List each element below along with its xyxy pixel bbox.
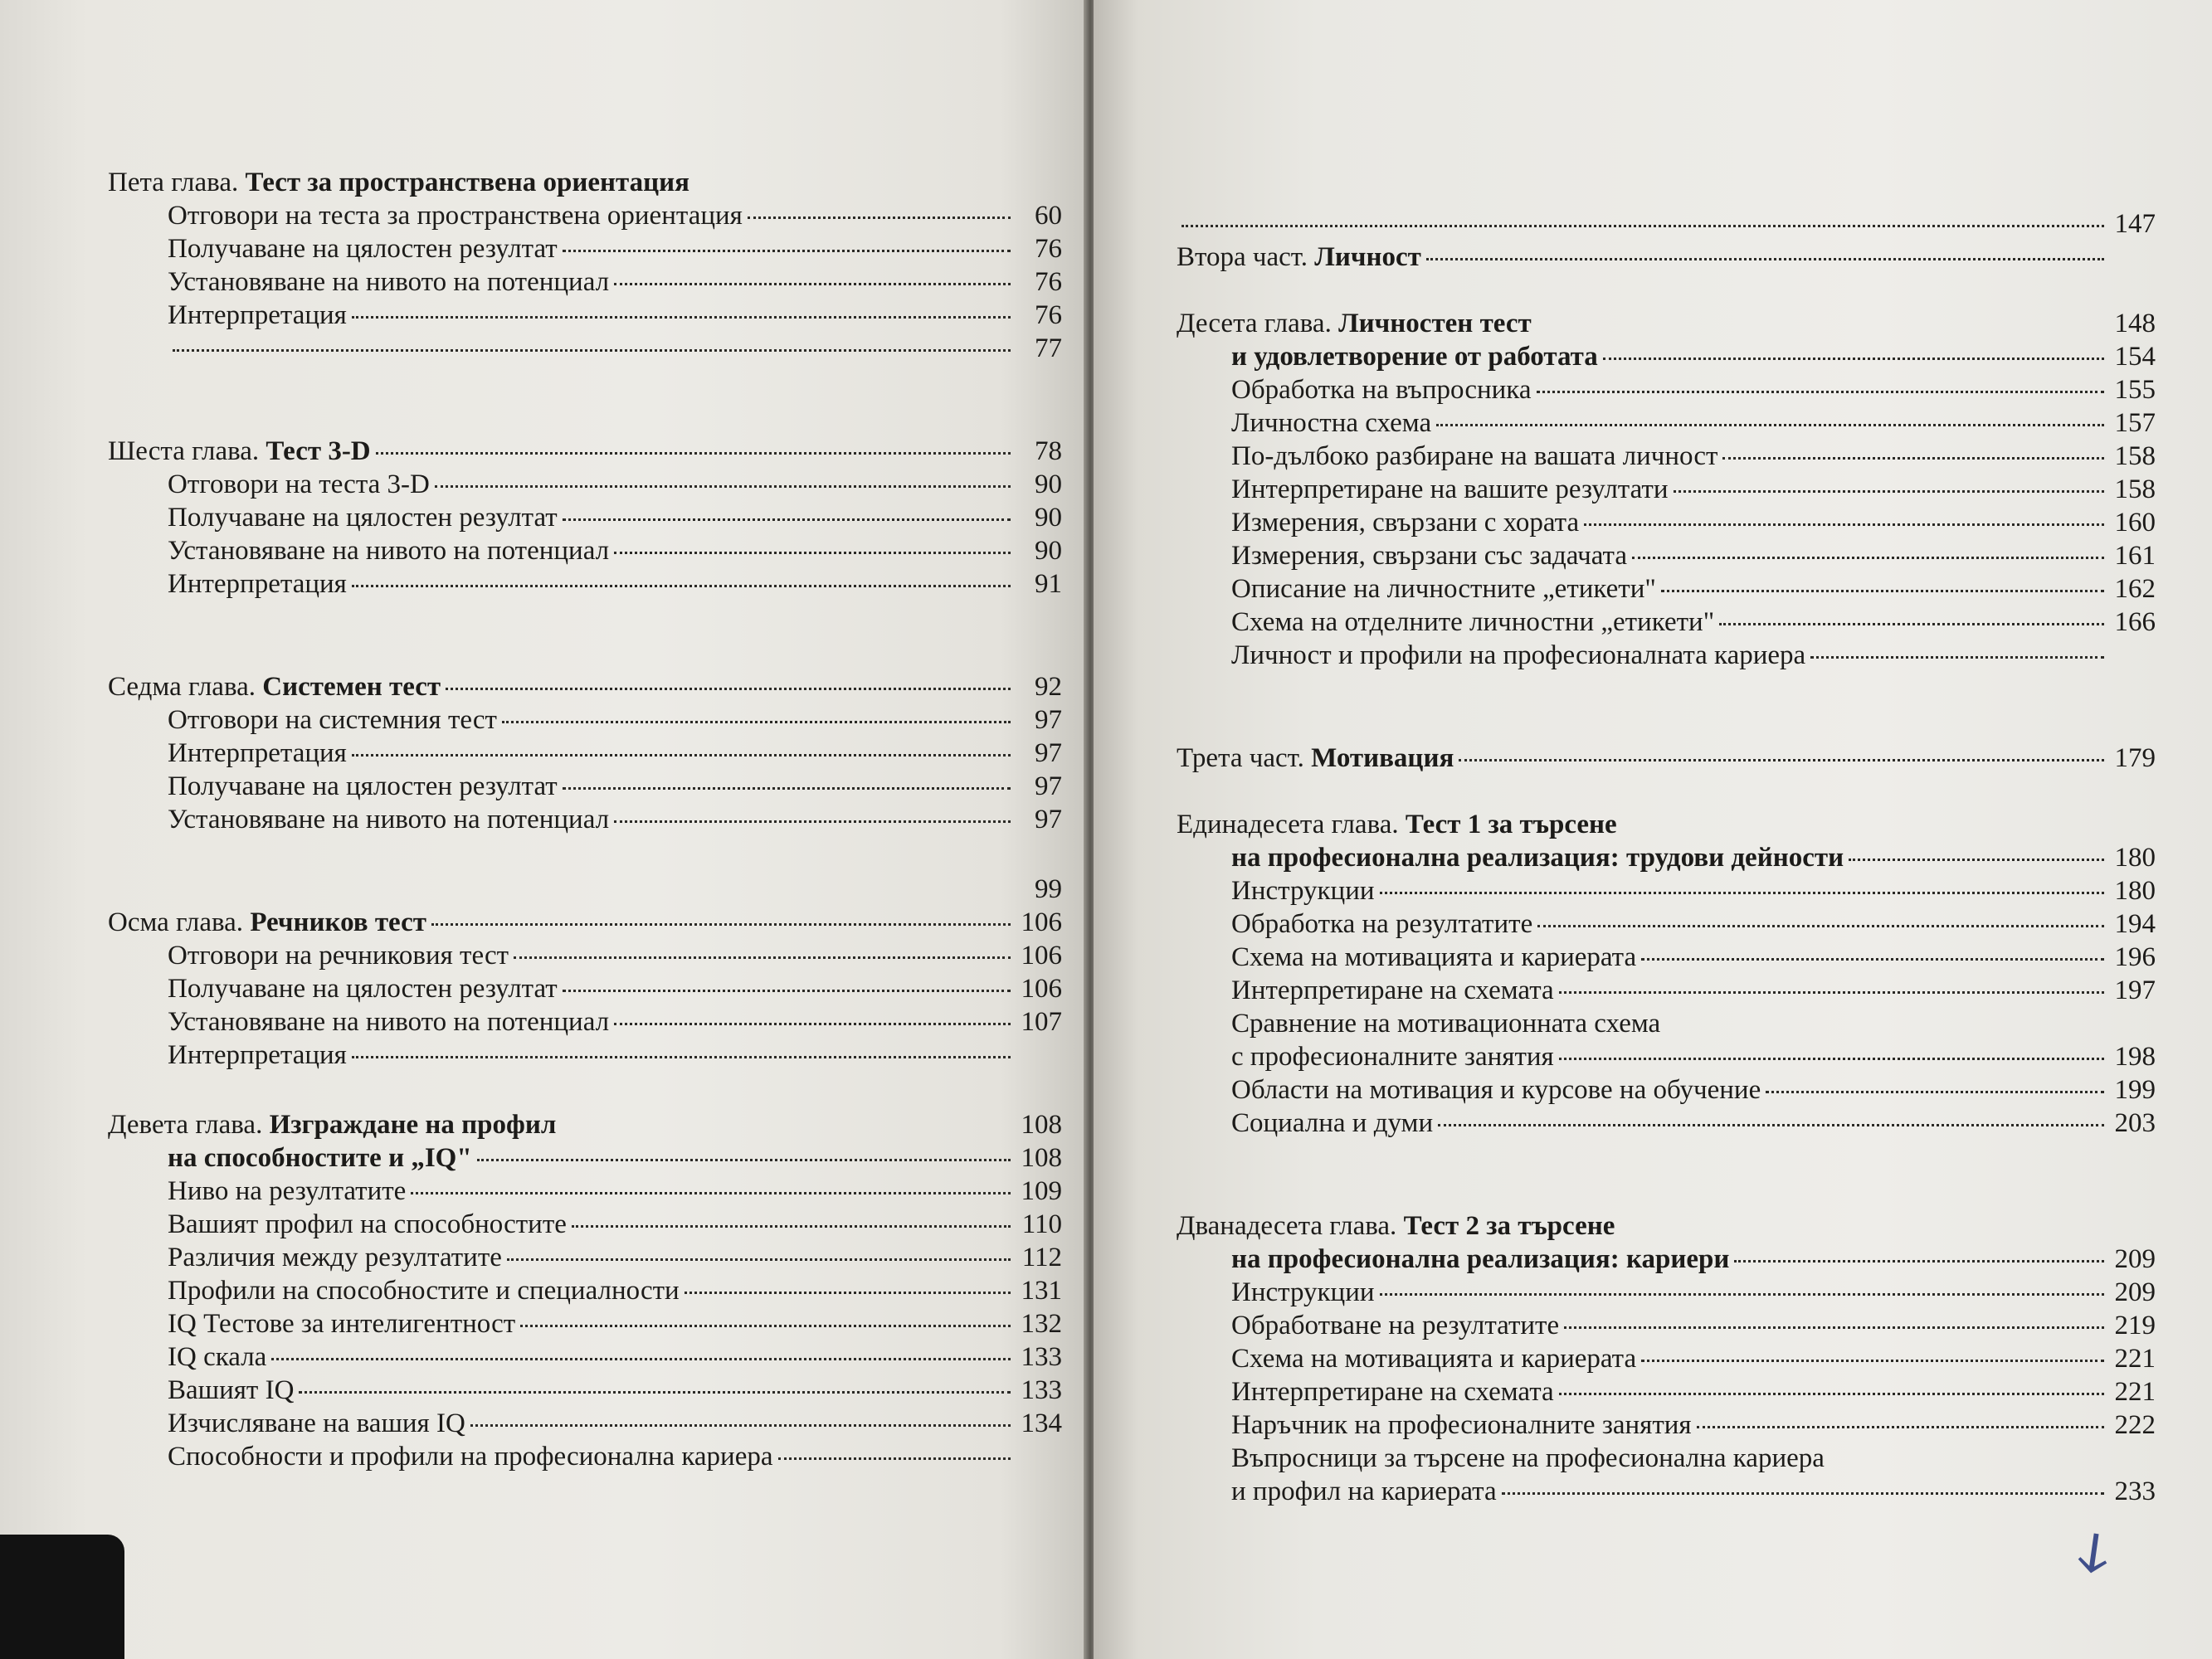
dot-leader [1537,925,2104,927]
dot-leader [563,990,1011,992]
toc-entry [108,939,1062,972]
toc-entry [108,1208,1062,1241]
dot-leader [614,552,1011,554]
toc-entry-text: Обработване на резултатите [1231,1311,1560,1340]
dot-leader [411,1192,1011,1194]
chapter-title: на професионална реализация: трудови дейности [1231,843,1844,873]
page-number: 199 [2114,1075,2156,1105]
chapter-10 [1177,307,2156,672]
toc-entry-text: Схема на мотивацията и кариерата [1231,1344,1637,1374]
dot-leader [1380,1293,2104,1296]
dot-leader [1674,490,2104,493]
toc-entry [1177,1007,2156,1040]
page-number: 194 [2114,909,2156,939]
toc-entry [108,703,1062,737]
chapter-label: Пета глава. [108,168,239,197]
dot-leader [614,820,1011,823]
page-number: 158 [2114,441,2156,471]
toc-entry [108,501,1062,534]
page-number: 157 [2114,408,2156,438]
toc-entry-text: Схема на отделните личностни „етикети" [1231,607,1715,637]
dot-leader [1564,1326,2104,1329]
toc-entry [1177,473,2156,506]
page-number: 90 [1035,469,1062,499]
dot-leader [1426,258,2104,260]
toc-entry [1177,1073,2156,1107]
left-toc [108,166,1062,1510]
chapter-label: Седма глава. [108,672,256,702]
toc-entry [108,770,1062,803]
toc-entry-text: Въпросници за търсене на професионална кариера [1231,1443,1825,1473]
toc-entry-text: Вашият профил на способностите [168,1209,567,1239]
toc-entry-text: Наръчник на професионалните занятия [1231,1410,1692,1440]
toc-entry-text: Социална и думи [1231,1108,1434,1138]
page-number: 180 [2114,843,2156,873]
toc-entry [1177,506,2156,539]
chapter-title: Тест 1 за търсене [1405,810,1617,839]
page-number: 160 [2114,508,2156,538]
dot-leader [563,250,1011,252]
chapter-title: Тест 2 за търсене [1403,1211,1615,1241]
dot-leader [572,1225,1011,1228]
dot-leader [477,1159,1011,1161]
chapter-8-heading [108,906,1062,939]
toc-entry [108,1039,1062,1072]
dot-leader [1436,424,2104,426]
toc-entry-text: Получаване на цялостен резултат [168,974,558,1004]
toc-entry [108,1241,1062,1274]
page-number: 97 [1035,738,1062,768]
dot-leader [376,452,1011,455]
chapter-7 [108,670,1062,836]
toc-entry [1177,1276,2156,1309]
toc-entry-text: Получаване на цялостен резултат [168,503,558,533]
dot-leader [299,1391,1011,1394]
dot-leader [614,1023,1011,1025]
toc-entry-text: Интерпретация [168,738,347,768]
page-number: 107 [1021,1007,1062,1037]
toc-entry-text: с професионалните занятия [1231,1042,1554,1072]
toc-entry [108,299,1062,332]
pen-mark: ↆ [2073,1515,2114,1588]
dot-leader [1810,656,2104,659]
toc-entry [1177,874,2156,907]
page-number: 76 [1035,234,1062,264]
toc-entry-text: Вашият IQ [168,1375,295,1405]
toc-entry-text: Интерпретиране на схемата [1231,1377,1554,1407]
chapter-7-heading [108,670,1062,703]
page-number: 221 [2114,1344,2156,1374]
page-number: 219 [2114,1311,2156,1340]
page-number: 110 [1021,1209,1062,1239]
dot-leader [1559,991,2104,994]
toc-entry-text: Инструкции [1231,1277,1375,1307]
dot-leader [614,283,1011,285]
toc-entry-text: Установяване на нивото на потенциал [168,267,610,297]
toc-entry [108,199,1062,232]
page-number: 197 [2114,975,2156,1005]
dot-leader [1459,759,2104,761]
toc-entry [108,803,1062,836]
page-number: 209 [2114,1277,2156,1307]
page-number: 155 [2114,375,2156,405]
dot-leader [1697,1426,2104,1428]
page-number: 78 [1035,436,1062,466]
page-number: 106 [1021,907,1062,937]
toc-entry-text: Измерения, свързани с хората [1231,508,1580,538]
toc-entry [108,534,1062,567]
chapter-5 [108,166,1062,365]
toc-entry [1177,639,2156,672]
chapter-title: Речников тест [250,907,426,937]
page-number: 158 [2114,474,2156,504]
page-number: 133 [1021,1342,1062,1372]
page-number: 179 [2114,743,2156,773]
chapter-10-heading [1177,307,2156,340]
page-number: 106 [1021,941,1062,971]
page-number: 108 [1021,1110,1062,1140]
page-number: 108 [1021,1143,1062,1173]
toc-entry [108,1374,1062,1407]
page-number: 112 [1021,1243,1062,1272]
chapter-title: Изграждане на профил [269,1110,557,1140]
dot-leader [446,688,1011,690]
chapter-8 [108,873,1062,1072]
chapter-9 [108,1108,1062,1473]
dot-leader [173,349,1011,352]
chapter-label: Осма глава. [108,907,244,937]
chapter-11-heading [1177,808,2156,841]
dot-leader [435,485,1011,488]
toc-entry [108,1340,1062,1374]
toc-entry [108,1440,1062,1473]
page-number: 196 [2114,942,2156,972]
toc-entry-text: Отговори на системния тест [168,705,497,735]
dot-leader [1380,892,2104,894]
toc-entry [108,232,1062,265]
toc-entry-text: Области на мотивация и курсове на обучение [1231,1075,1761,1105]
dot-leader [271,1358,1011,1360]
dot-leader [1502,1492,2104,1495]
toc-entry-text: Инструкции [1231,876,1375,906]
dot-leader [1438,1124,2104,1126]
page-number: 133 [1021,1375,1062,1405]
chapter-6-heading [108,435,1062,468]
page-number: 109 [1021,1176,1062,1206]
toc-entry-text: Сравнение на мотивационната схема [1231,1009,1661,1039]
page-number: 154 [2114,342,2156,372]
dot-leader [1722,457,2104,460]
chapter-title: на професионална реализация: кариери [1231,1244,1730,1274]
toc-entry [1177,1107,2156,1140]
chapter-title-continuation [1177,841,2156,874]
toc-entry [1177,539,2156,572]
page-number: 97 [1035,705,1062,735]
dot-leader [1632,557,2104,559]
dot-leader [685,1292,1011,1294]
dot-leader [1766,1091,2104,1093]
toc-entry [108,265,1062,299]
toc-entry-text: Измерения, свързани със задачата [1231,541,1627,571]
toc-entry-text: Отговори на теста за пространствена ориентация [168,201,743,231]
toc-entry [108,567,1062,601]
page-number: 131 [1021,1276,1062,1306]
chapter-title-continuation [108,1141,1062,1175]
dot-leader [1584,523,2104,526]
dot-leader [1559,1058,2104,1060]
toc-entry-text: Установяване на нивото на потенциал [168,536,610,566]
page-number: 97 [1035,771,1062,801]
dot-leader [514,956,1011,959]
dot-leader [520,1325,1011,1327]
toc-entry-text: Установяване на нивото на потенциал [168,1007,610,1037]
dot-leader [1641,958,2104,961]
dot-leader [1182,225,2104,227]
dot-leader [748,216,1011,219]
page-number: 166 [2114,607,2156,637]
toc-entry-text: Интерпретация [168,1040,347,1070]
chapter-title: Тест 3-D [266,436,371,466]
chapter-12-heading [1177,1209,2156,1243]
toc-entry [108,737,1062,770]
toc-entry [1177,1442,2156,1475]
part-title: Личност [1314,242,1421,272]
toc-entry [1177,1040,2156,1073]
page-number: 132 [1021,1309,1062,1339]
toc-entry-text: и профил на кариерата [1231,1477,1497,1506]
toc-entry-text: Получаване на цялостен резултат [168,771,558,801]
part-2-heading [1177,241,2156,274]
toc-entry [1177,1342,2156,1375]
page-number: 198 [2114,1042,2156,1072]
page-number: 180 [2114,876,2156,906]
dot-leader [502,721,1011,723]
chapter-title: и удовлетворение от работата [1231,342,1598,372]
toc-entry [1177,606,2156,639]
dot-leader [563,787,1011,790]
toc-entry [1177,207,2156,241]
toc-entry [108,972,1062,1005]
dot-leader [1537,391,2105,393]
chapter-label: Девета глава. [108,1110,263,1140]
toc-entry-text: Отговори на речниковия тест [168,941,509,971]
page-number: 148 [2114,309,2156,338]
toc-entry-text: Личност и профили на професионалната кариера [1231,640,1806,670]
chapter-6 [108,435,1062,601]
toc-entry-text: Установяване на нивото на потенциал [168,805,610,834]
toc-entry-text: Отговори на теста 3-D [168,469,430,499]
toc-entry-text: Интерпретиране на схемата [1231,975,1554,1005]
dot-leader [1849,859,2104,861]
page-number: 77 [1035,333,1062,363]
toc-entry-text: Профили на способностите и специалности [168,1276,680,1306]
toc-entry [1177,1309,2156,1342]
dot-leader [352,1056,1011,1058]
page-number: 97 [1035,805,1062,834]
toc-entry [108,1274,1062,1307]
toc-entry-text: Схема на мотивацията и кариерата [1231,942,1637,972]
page-number: 60 [1035,201,1062,231]
dot-leader [1719,623,2104,625]
page-number: 90 [1035,536,1062,566]
dot-leader [778,1457,1011,1460]
toc-entry [108,1005,1062,1039]
toc-entry [108,332,1062,365]
chapter-label: Шеста глава. [108,436,260,466]
toc-entry-text: Различия между резултатите [168,1243,502,1272]
toc-entry [1177,440,2156,473]
dot-leader [563,518,1011,521]
page-number: 221 [2114,1377,2156,1407]
dark-object-corner [0,1535,124,1659]
dot-leader [1641,1360,2104,1362]
chapter-title: на способностите и „IQ" [168,1143,472,1173]
page-number: 203 [2114,1108,2156,1138]
toc-entry [108,468,1062,501]
page-number: 161 [2114,541,2156,571]
right-toc [1177,207,2156,1545]
toc-entry-text: Изчисляване на вашия IQ [168,1408,465,1438]
dot-leader [1559,1393,2104,1395]
toc-entry-text: Интерпретация [168,300,347,330]
chapter-12 [1177,1209,2156,1508]
toc-entry-text: Интерпретация [168,569,347,599]
page-number: 90 [1035,503,1062,533]
toc-entry-text: Ниво на резултатите [168,1176,407,1206]
part-title: Мотивация [1311,743,1454,773]
dot-leader [507,1258,1011,1261]
toc-entry [108,873,1062,906]
toc-entry [108,1175,1062,1208]
dot-leader [352,316,1011,319]
page-number: 147 [2114,209,2156,239]
toc-entry [1177,1375,2156,1408]
chapter-title: Тест за пространствена ориентация [245,168,689,197]
toc-entry [1177,907,2156,941]
chapter-title: Личностен тест [1338,309,1532,338]
page-number: 76 [1035,300,1062,330]
page-number: 106 [1021,974,1062,1004]
toc-entry [1177,572,2156,606]
part-label: Трета част. [1177,743,1304,773]
toc-entry-text: IQ Тестове за интелигентност [168,1309,516,1339]
page-number: 162 [2114,574,2156,604]
page-number: 209 [2114,1244,2156,1274]
chapter-label: Дванадесета глава. [1177,1211,1397,1241]
toc-entry-text: Интерпретиране на вашите резултати [1231,474,1669,504]
toc-entry [1177,1475,2156,1508]
chapter-9-heading [108,1108,1062,1141]
page-number: 92 [1035,672,1062,702]
chapter-title: Системен тест [262,672,441,702]
dot-leader [1603,358,2104,360]
dot-leader [470,1424,1011,1427]
page-number: 134 [1021,1408,1062,1438]
toc-entry [1177,406,2156,440]
dot-leader [352,754,1011,757]
toc-entry-text: Описание на личностните „етикети" [1231,574,1656,604]
toc-entry-text: Получаване на цялостен резултат [168,234,558,264]
part-label: Втора част. [1177,242,1308,272]
toc-entry-text: Обработка на въпросника [1231,375,1532,405]
toc-entry [1177,941,2156,974]
toc-entry-text: Личностна схема [1231,408,1432,438]
toc-entry-text: По-дълбоко разбиране на вашата личност [1231,441,1718,471]
page-number: 91 [1035,569,1062,599]
toc-entry-text: Обработка на резултатите [1231,909,1533,939]
toc-entry [108,1307,1062,1340]
toc-entry-text: IQ скала [168,1342,267,1372]
toc-entry [1177,974,2156,1007]
toc-entry-text: Способности и профили на професионална кариера [168,1442,773,1472]
part-3-heading [1177,742,2156,775]
dot-leader [1661,590,2104,592]
chapter-label: Единадесета глава. [1177,810,1399,839]
toc-entry [1177,373,2156,406]
page-number: 233 [2114,1477,2156,1506]
page-number: 222 [2114,1410,2156,1440]
left-page [0,0,1087,1659]
page-number: 76 [1035,267,1062,297]
toc-entry [108,1407,1062,1440]
right-page [1094,0,2212,1659]
chapter-5-heading [108,166,1062,199]
chapter-title-continuation [1177,1243,2156,1276]
chapter-label: Десета глава. [1177,309,1332,338]
dot-leader [431,923,1011,926]
chapter-11 [1177,808,2156,1140]
dot-leader [1734,1260,2104,1262]
toc-entry [1177,1408,2156,1442]
chapter-title-continuation [1177,340,2156,373]
page-number: 99 [1035,874,1062,904]
dot-leader [352,585,1011,587]
